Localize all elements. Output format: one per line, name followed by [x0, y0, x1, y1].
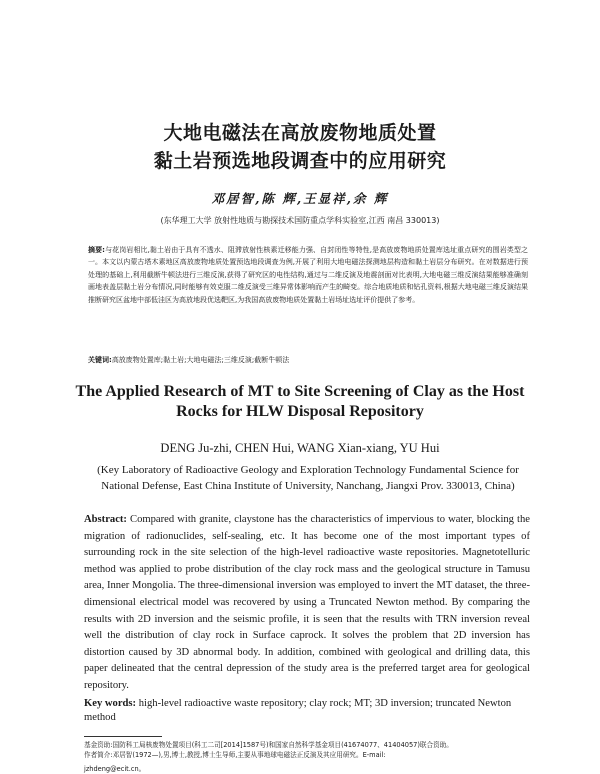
- english-title-line-2: Rocks for HLW Disposal Repository: [176, 403, 424, 420]
- english-abstract: [84, 512, 530, 695]
- chinese-title-line-2: 黏土岩预选地段调查中的应用研究: [153, 150, 447, 172]
- chinese-abstract-text: 与花岗岩相比,黏土岩由于具有不透水、阻滞放射性核素迁移能力强、自封闭性等特性,是高放废物地质处置库选址重点研究的围岩类型之一。本文以内蒙古塔木素地区高放废物地质处置预选地段调查为例,开展了利用大地电磁法探测地层构造和黏土岩层分布研究。在对数据进行预处理的基础上,利用截断牛顿法进行三维反演,获得了研究区的电性结构,通过与二维反演及地震剖面对比表明,大地电磁三维反演结果能够准确刻画地表盖层黏土岩分布情况,同时能够有效克服二维反演受三维异常体影响而产生的畸变。综合地质地质和钻孔资料,根据大地电磁三维反演结果推断研究区盆地中部低洼区为高放地段优选靶区,为我国高放废物地质处置黏土岩场址选址评价提供了参考。: [88, 246, 528, 304]
- english-authors: DENG Ju-zhi, CHEN Hui, WANG Xian-xiang, YU Hui: [160, 441, 440, 455]
- footnote-funding: [84, 740, 534, 760]
- chinese-authors: 邓居智,陈 辉,王显祥,余 辉: [211, 191, 389, 206]
- chinese-keywords: [88, 355, 528, 365]
- footnote-divider: [84, 736, 162, 737]
- english-affiliation: (Key Laboratory of Radioactive Geology and Exploration Technology Fundamental Science for National Defense, East China Institute of University, Nanchang, Jiangxi Prov. 330013, China): [97, 464, 519, 492]
- chinese-abstract-label: 摘要:: [88, 246, 105, 254]
- funding-text: 基金资助:国防科工局核废物处置项目(科工二司[2014]1587号)和国家自然科学基金项目(41674077、41404057)联合资助。: [84, 741, 453, 749]
- chinese-affiliation: (东华理工大学 放射性地质与勘探技术国防重点学科实验室,江西 南昌 330013): [160, 216, 440, 225]
- english-abstract-text: Compared with granite, claystone has the characteristics of impervious to water, blocking the migration of radionuclides, self-sealing, etc. It has become one of the most important types of surrounding rock in the site selection of the high-level radioactive waste repositories. Magnetotelluric method was applied to probe distribution of the clay rock mass and the geological structure in Tamusu area, Inner Mongolia. The three-dimensional inversion was employed to invert the MT dataset, the three-dimensional electrical model was recovered by using a Truncated Newton method. By comparing the results with 2D inversion and the seismic profile, it is seen that the results with TRN inversion reveal well the distribution of clay rock in Surface caprock. It solves the problem that 2D inversion has distortion caused by 3D abnormal body. In addition, combined with geological and drilling data, this paper delineated that the central depression of the study area is the preferred target area for geological repository.: [84, 514, 530, 691]
- english-abstract-label: Abstract:: [84, 514, 127, 525]
- author-email-link[interactable]: jzhdeng@ecit.cn。: [84, 765, 146, 773]
- chinese-keywords-label: 关键词:: [88, 356, 112, 364]
- english-keywords-text: high-level radioactive waste repository; clay rock; MT; 3D inversion; truncated Newton method: [84, 698, 512, 723]
- english-keywords: [84, 697, 530, 725]
- english-title-line-1: The Applied Research of MT to Site Screening of Clay as the Host: [75, 383, 525, 400]
- chinese-keywords-text: 高放废物处置库;黏土岩;大地电磁法;三维反演;截断牛顿法: [111, 356, 290, 364]
- author-bio-text: 作者简介:邓居智(1972—),男,博士,教授,博士生导师,主要从事地球电磁法正反演及其应用研究。E-mail:: [84, 751, 386, 759]
- chinese-title-line-1: 大地电磁法在高放废物地质处置: [163, 122, 437, 144]
- chinese-abstract: [88, 244, 528, 306]
- english-keywords-label: Key words:: [84, 698, 137, 709]
